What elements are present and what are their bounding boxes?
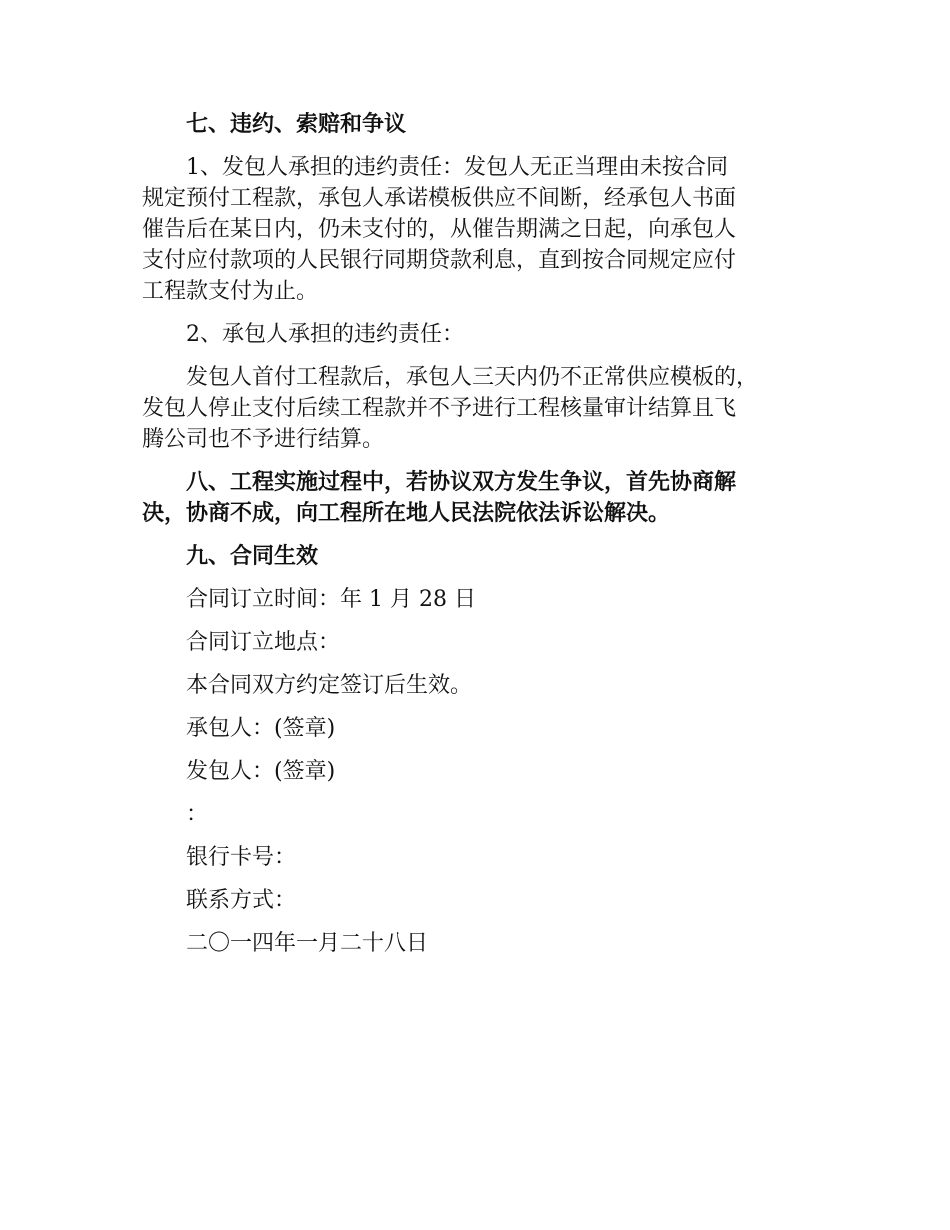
clause-2-line: 发包人首付工程款后，承包人三天内仍不正常供应模板的， [186,365,759,390]
clause-1-line: 催告后在某日内，仍未支付的，从催告期满之日起，向承包人 [142,217,737,242]
clause-2-line: 发包人停止支付后续工程款并不予进行工程核量审计结算且飞 [142,396,737,421]
section-eight-line: 八、工程实施过程中，若协议双方发生争议，首先协商解 [186,469,737,495]
employer-signature: 发包人：(签章) [186,759,336,784]
contract-date: 二〇一四年一月二十八日 [186,931,429,956]
section-eight-paragraph [142,467,814,529]
section-nine-heading: 九、合同生效 [186,543,319,569]
colon-line: ： [186,802,209,827]
section-seven-heading: 七、违约、索赔和争议 [186,111,407,137]
sign-place: 合同订立地点： [186,630,341,655]
clause-2-paragraph [142,362,814,455]
section-eight-line: 决，协商不成，向工程所在地人民法院依法诉讼解决。 [142,500,671,526]
clause-1-line: 工程款支付为止。 [142,279,319,304]
contact-field: 联系方式： [186,888,297,913]
clause-1-line: 1、发包人承担的违约责任：发包人无正当理由未按合同 [186,155,728,180]
contractor-signature: 承包人：(签章) [186,716,336,741]
sign-time: 合同订立时间：年 1 月 28 日 [186,587,476,612]
clause-2-line: 腾公司也不予进行结算。 [142,427,385,452]
bank-card-field: 银行卡号： [186,845,297,870]
clause-2-heading: 2、承包人承担的违约责任： [186,322,464,347]
document-page [142,109,814,971]
clause-1-line: 规定预付工程款，承包人承诺模板供应不间断，经承包人书面 [142,186,737,211]
effective-clause: 本合同双方约定签订后生效。 [186,673,473,698]
clause-1-paragraph [142,152,814,307]
clause-1-line: 支付应付款项的人民银行同期贷款利息，直到按合同规定应付 [142,248,737,273]
